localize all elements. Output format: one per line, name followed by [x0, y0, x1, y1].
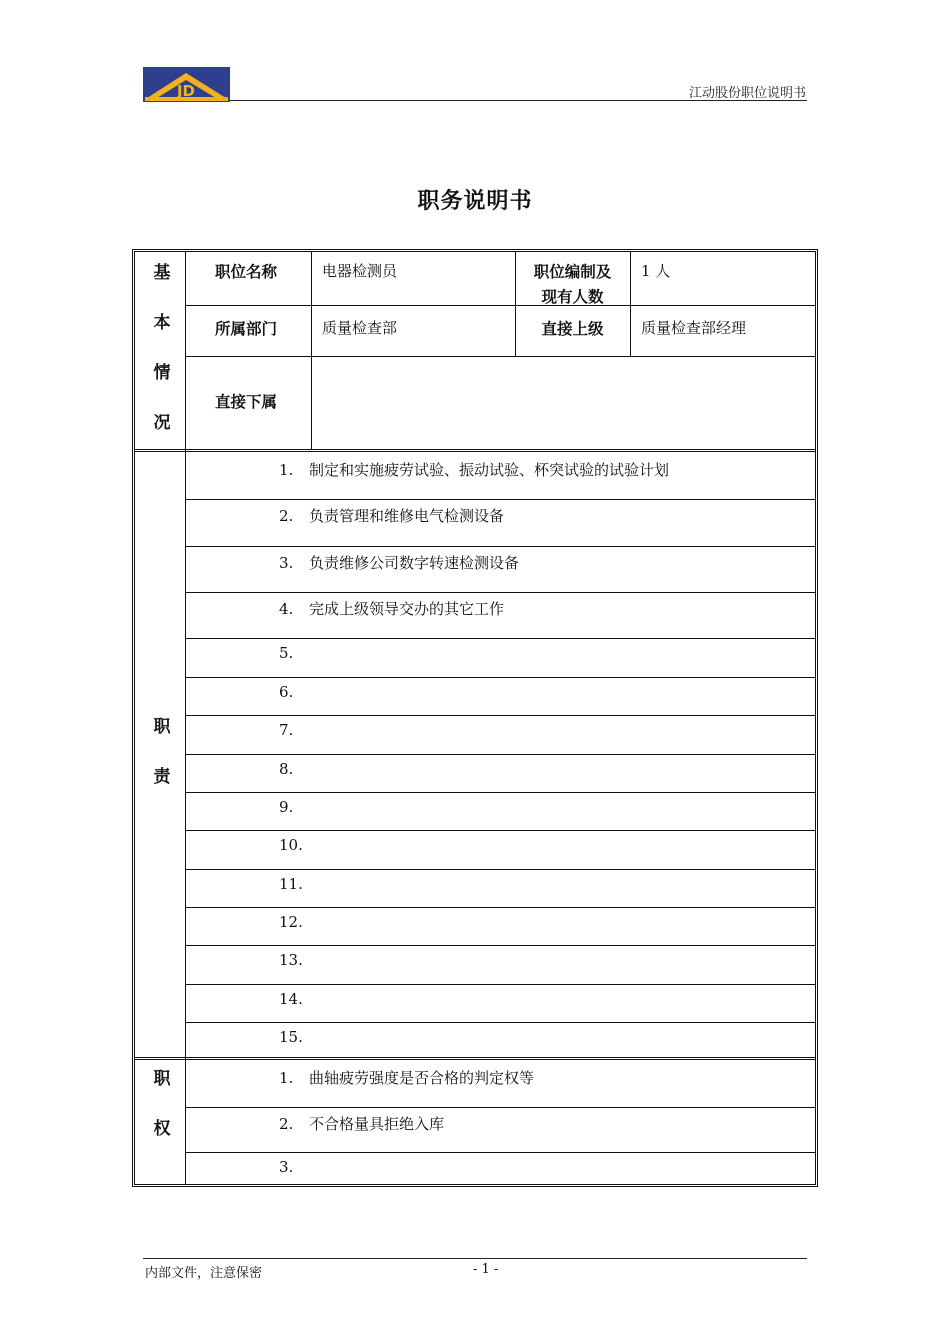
list-item	[185, 907, 815, 945]
item-number: 14.	[279, 990, 303, 1008]
footer-confidential-note: 内部文件，注意保密	[145, 1266, 263, 1281]
section-label-basic: 基 本 情 况	[153, 263, 171, 433]
list-item	[185, 453, 815, 499]
item-number: 12.	[279, 913, 303, 931]
page-number: - 1 -	[473, 1262, 499, 1277]
position-name-value: 电器检测员	[322, 262, 398, 280]
list-item	[185, 945, 815, 984]
list-item	[185, 1107, 815, 1152]
department-value: 质量检查部	[322, 319, 398, 337]
list-item	[185, 1022, 815, 1058]
footer-rule	[143, 1258, 807, 1259]
header-doc-title: 江动股份职位说明书	[688, 86, 806, 101]
list-item	[185, 754, 815, 792]
item-number: 3.	[279, 554, 294, 572]
item-number: 1.	[279, 461, 294, 479]
item-number: 2.	[279, 1115, 294, 1133]
header-rule	[230, 100, 807, 101]
item-number: 7.	[279, 721, 294, 739]
page-title: 职务说明书	[417, 189, 533, 214]
list-item	[185, 638, 815, 677]
list-item	[185, 984, 815, 1022]
item-text: 不合格量具拒绝入库	[309, 1115, 445, 1133]
item-text: 完成上级领导交办的其它工作	[309, 600, 505, 618]
section-separator	[135, 449, 815, 452]
department-label: 所属部门	[215, 320, 278, 338]
item-number: 1.	[279, 1069, 294, 1087]
list-item	[185, 1061, 815, 1107]
item-text: 曲轴疲劳强度是否合格的判定权等	[309, 1069, 535, 1087]
item-number: 4.	[279, 600, 294, 618]
logo-text: JD	[176, 82, 196, 100]
item-number: 2.	[279, 507, 294, 525]
item-number: 5.	[279, 644, 294, 662]
superior-value: 质量检查部经理	[641, 319, 747, 337]
superior-label: 直接上级	[541, 320, 604, 338]
list-item	[185, 715, 815, 754]
item-number: 15.	[279, 1028, 303, 1046]
list-item	[185, 499, 815, 546]
list-item	[185, 869, 815, 907]
list-item	[185, 830, 815, 869]
item-number: 11.	[279, 875, 303, 893]
job-description-table	[132, 249, 818, 1187]
list-item	[185, 677, 815, 715]
item-text: 负责维修公司数字转速检测设备	[309, 554, 520, 572]
list-item	[185, 546, 815, 592]
item-number: 6.	[279, 683, 294, 701]
item-text: 制定和实施疲劳试验、振动试验、杯突试验的试验计划	[309, 461, 670, 479]
section-label-duties: 职 责	[153, 717, 171, 787]
item-number: 8.	[279, 760, 294, 778]
list-item	[185, 592, 815, 638]
company-logo	[143, 67, 230, 102]
list-item	[185, 792, 815, 830]
section-label-authority: 职 权	[153, 1069, 171, 1139]
subordinate-label: 直接下属	[215, 393, 278, 411]
list-item	[185, 1152, 815, 1184]
item-text: 负责管理和维修电气检测设备	[309, 507, 505, 525]
item-number: 9.	[279, 798, 294, 816]
position-name-label: 职位名称	[215, 263, 278, 281]
headcount-value: 1 人	[641, 262, 671, 280]
headcount-label: 职位编制及 现有人数	[533, 263, 612, 306]
item-number: 10.	[279, 836, 303, 854]
item-number: 3.	[279, 1158, 294, 1176]
item-number: 13.	[279, 951, 303, 969]
